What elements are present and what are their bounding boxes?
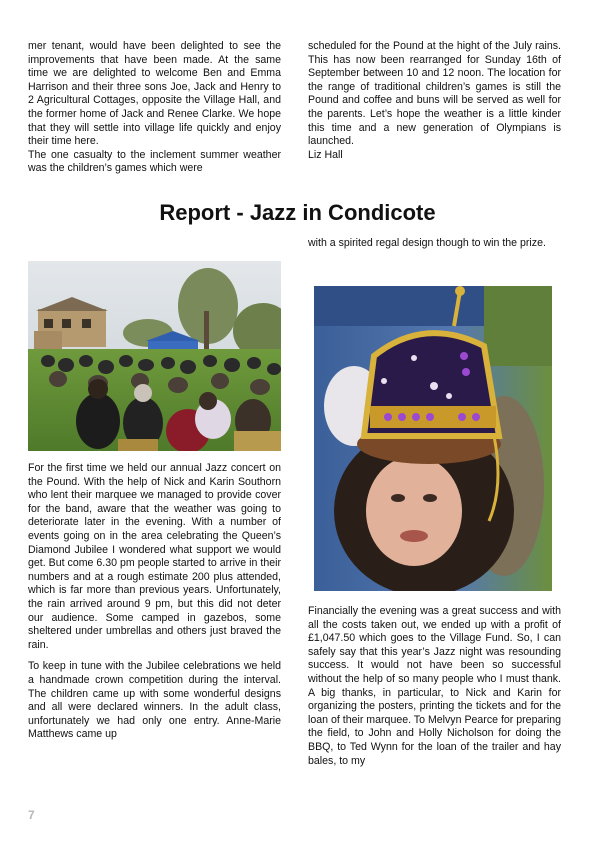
paragraph: For the first time we held our annual Jazz concert on the Pound. With the help of Nick and Karin Southorn who lent their marquee we managed to provide cover for the band, aware that the weather was going to deteriorate later in the evening. With a number of events going on in the area celebrating the Queen’s Diamond Jubilee I wondered what support we would get. But come 6.30 pm people started to arrive in their numbers and at a rough estimate 200 plus attended, which is far more than previous years. Unfortunately, the rain arrived around 9 pm, but this did not deter our audience. Some camped in gazebos, some sheltered under umbrellas and others just braved the rain. <box>28 462 281 651</box>
crown-photo <box>314 286 552 591</box>
page-number: 7 <box>28 808 35 822</box>
paragraph: with a spirited regal design though to win the prize. <box>308 237 546 249</box>
body-right-column <box>308 605 561 768</box>
author-signature: Liz Hall <box>308 148 343 161</box>
concert-photo <box>28 261 281 451</box>
paragraph: The one casualty to the inclement summer weather was the children’s games which were <box>28 148 281 175</box>
mid-right-column <box>308 237 561 251</box>
paragraph: scheduled for the Pound at the hight of the July rains. This has now been rearranged for Sunday 16th of September between 10 and 12 noon. The location for the range of traditional children’s games is still the Pound and coffee and buns will be served as well for the parents. Let’s hope the weather is a little kinder this time and a new generation of Olympians is launched. <box>308 40 561 148</box>
top-left-column <box>28 40 281 176</box>
paragraph: Financially the evening was a great success and with all the costs taken out, we ended up with a profit of £1,047.50 which goes to the Village Fund. So, I can safely say that this year’s Jazz night was resounding success. It would not have been so successful without the help of so many people who I must thank. A big thanks, in particular, to Nick and Karin for organizing the posters, printing the tickets and for the loan of their marquee. To Melvyn Pearce for preparing the field, to John and Holly Nicholson for doing the BBQ, to Ted Wynn for the loan of the trailer and hay bales, to my <box>308 605 562 767</box>
top-right-column <box>308 40 561 162</box>
paragraph: To keep in tune with the Jubilee celebrations we held a handmade crown competition during the interval. The children came up with some wonderful designs and all were declared winners. In the adult class, unfortunately we had only one entry. Anne-Marie Matthews came up <box>28 660 281 741</box>
paragraph: mer tenant, would have been delighted to see the improvements that have been made. At the same time we are delighted to welcome Ben and Emma Harrison and their three sons Joe, Jack and Henry to 2 Agricultural Cottages, opposite the Village Hall, and the former home of Jack and Renee Clarke. We hope that they will settle into village life quickly and enjoy their time here. <box>28 40 281 148</box>
article-headline: Report - Jazz in Condicote <box>159 200 436 225</box>
body-left-column <box>28 462 281 742</box>
